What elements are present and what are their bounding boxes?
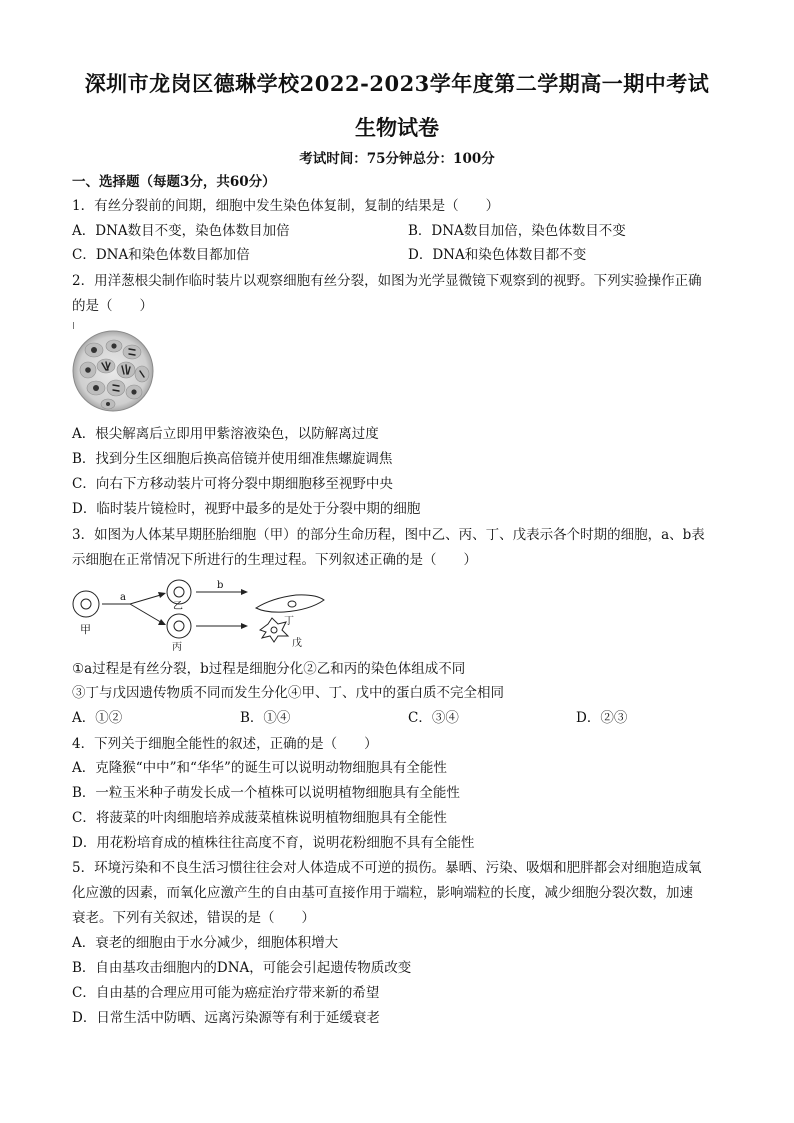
- q5-option-b: B．自由基攻击细胞内的DNA，可能会引起遗传物质改变: [72, 960, 412, 976]
- q3-option-b: B．①④: [240, 710, 291, 726]
- label-wu: 戊: [292, 638, 302, 649]
- q2-stem-line2: 的是（ ）: [72, 298, 153, 314]
- q2-option-a: A．根尖解离后立即用甲紫溶液染色，以防解离过度: [72, 426, 379, 442]
- q4-option-d: D．用花粉培育成的植株往往高度不育，说明花粉细胞不具有全能性: [72, 835, 475, 851]
- label-a: a: [120, 592, 126, 603]
- q3-stem-line1: 3．如图为人体某早期胚胎细胞（甲）的部分生命历程，图中乙、丙、丁、戊表示各个时期的细胞，a、b表: [72, 527, 705, 543]
- q4-stem: 4．下列关于细胞全能性的叙述，正确的是（ ）: [72, 736, 378, 752]
- q5-stem-line1: 5．环境污染和不良生活习惯往往会对人体造成不可逆的损伤。暴晒、污染、吸烟和肥胖都会对细胞造成氧: [72, 860, 702, 876]
- stray-mark: [73, 322, 74, 329]
- q4-option-b: B．一粒玉米种子萌发长成一个植株可以说明植物细胞具有全能性: [72, 785, 460, 801]
- q2-option-b: B．找到分生区细胞后换高倍镜并使用细准焦螺旋调焦: [72, 451, 393, 467]
- microscope-field-figure: [72, 330, 154, 412]
- label-bing: 丙: [172, 642, 182, 653]
- q5-option-a: A．衰老的细胞由于水分减少，细胞体积增大: [72, 935, 339, 951]
- q5-option-d: D．日常生活中防晒、远离污染源等有利于延缓衰老: [72, 1010, 380, 1026]
- q1-stem: 1．有丝分裂前的间期，细胞中发生染色体复制，复制的结果是（ ）: [72, 198, 500, 214]
- exam-subtitle: 生物试卷: [355, 115, 439, 140]
- q1-option-d: D．DNA和染色体数目都不变: [408, 247, 587, 263]
- q2-option-d: D．临时装片镜检时，视野中最多的是处于分裂中期的细胞: [72, 501, 421, 517]
- q1-option-a: A．DNA数目不变，染色体数目加倍: [72, 223, 290, 239]
- label-ding: 丁: [284, 616, 294, 627]
- q1-option-b: B．DNA数目加倍，染色体数目不变: [408, 223, 626, 239]
- q3-statements-1: ①a过程是有丝分裂，b过程是细胞分化②乙和丙的染色体组成不同: [72, 661, 466, 677]
- label-b: b: [217, 580, 224, 591]
- q3-option-a: A．①②: [72, 710, 123, 726]
- q2-stem-line1: 2．用洋葱根尖制作临时装片以观察细胞有丝分裂，如图为光学显微镜下观察到的视野。下列实验操作正确: [72, 273, 702, 289]
- cell-fate-diagram: [72, 578, 332, 654]
- q1-option-c: C．DNA和染色体数目都加倍: [72, 247, 250, 263]
- exam-info: 考试时间：75分钟总分：100分: [299, 151, 495, 167]
- label-jia: 甲: [80, 623, 91, 636]
- q3-statements-2: ③丁与戊因遗传物质不同而发生分化④甲、丁、戊中的蛋白质不完全相同: [72, 685, 504, 701]
- q5-stem-line3: 衰老。下列有关叙述，错误的是（ ）: [72, 910, 315, 926]
- q2-option-c: C．向右下方移动装片可将分裂中期细胞移至视野中央: [72, 476, 393, 492]
- section-heading: 一、选择题（每题3分，共60分）: [72, 174, 276, 190]
- q3-option-c: C．③④: [408, 710, 459, 726]
- q4-option-c: C．将菠菜的叶肉细胞培养成菠菜植株说明植物细胞具有全能性: [72, 810, 447, 826]
- label-yi: 乙: [173, 601, 183, 612]
- q3-option-d: D．②③: [576, 710, 628, 726]
- q3-stem-line2: 示细胞在正常情况下所进行的生理过程。下列叙述正确的是（ ）: [72, 552, 477, 568]
- q5-option-c: C．自由基的合理应用可能为癌症治疗带来新的希望: [72, 985, 380, 1001]
- q4-option-a: A．克隆猴“中中”和“华华”的诞生可以说明动物细胞具有全能性: [72, 760, 447, 776]
- q5-stem-line2: 化应激的因素，而氧化应激产生的自由基可直接作用于端粒，影响端粒的长度，减少细胞分裂次数，加速: [72, 885, 693, 901]
- exam-title: 深圳市龙岗区德琳学校2022-2023学年度第二学期高一期中考试: [84, 71, 710, 96]
